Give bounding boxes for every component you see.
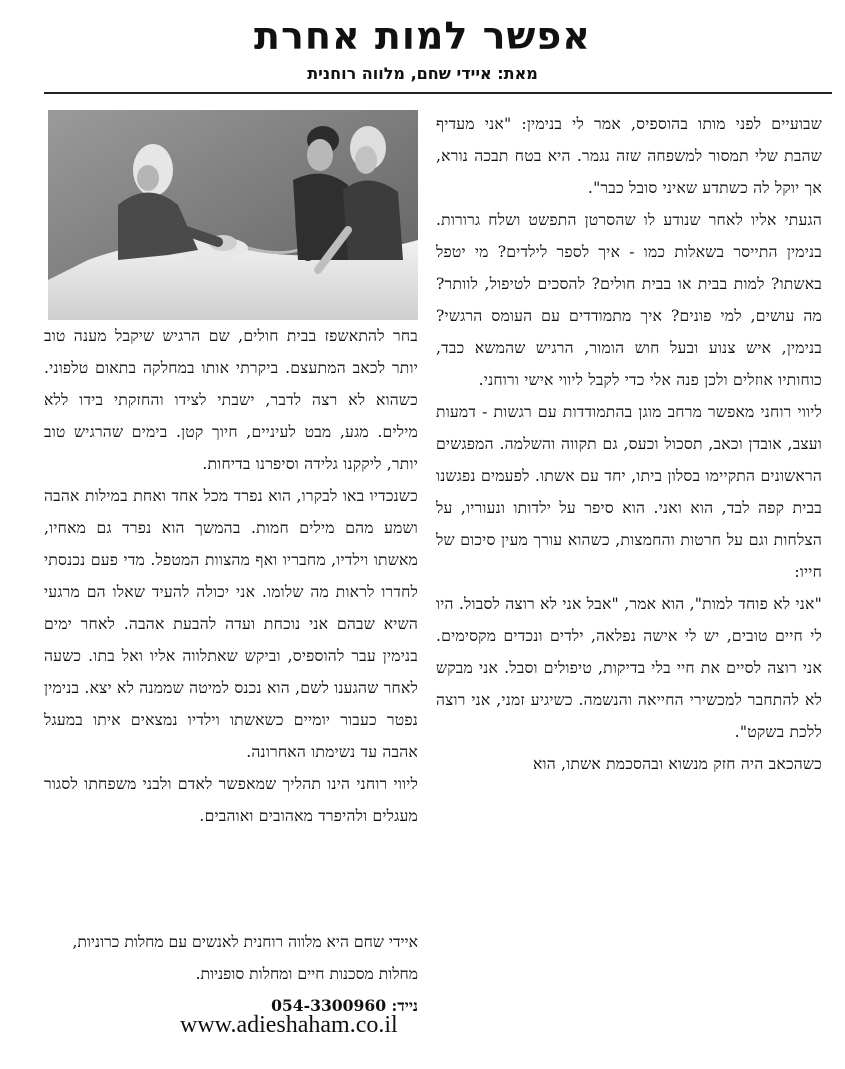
author-bio-text: איידי שחם היא מלווה רוחנית לאנשים עם מחלות כרוניות, מחלות מסכנות חיים ומחלות סופניות. (72, 933, 418, 983)
article-column-left (44, 320, 418, 832)
paragraph: שבועיים לפני מותו בהוספיס, אמר לי בנימין: "אני מעדיף שהבת שלי תמסור למשפחה שזה נגמר. היא בטח תבכה נורא, אך יוקל לה כשתדע שאיני סובל כבר". (436, 115, 822, 197)
paragraph: "אני לא פוחד למות", הוא אמר, "אבל אני לא רוצה לסבול. היו לי חיים טובים, יש לי אישה נפלאה, ילדים ונכדים מקסימים. אני רוצה לסיים את חיי בלי בדיקות, טיפולים וסבל. אני מבקש לא להתחבר למכשירי החייאה והנשמה. כשיגיע זמני, אני רוצה ללכת בשקט". (436, 595, 822, 741)
author-phone: נייד: 054-3300960 (271, 996, 418, 1015)
paragraph: הגעתי אליו לאחר שנודע לו שהסרטן התפשט ושלח גרורות. בנימין התייסר בשאלות כמו - איך לספר לילדים? מי יטפל באשתו? למות בבית או בבית חולים? להסכים לטיפול, לוותר? מה עושים, למי פונים? איך מתמודדים עם העומס הרגשי? בנימין, איש צנוע ובעל חוש הומור, הרגיש שהמשא כבד, כוחותיו אוזלים ולכן פנה אלי כדי לקבל ליווי אישי ורוחני. (436, 211, 822, 389)
paragraph: בחר להתאשפז בבית חולים, שם הרגיש שיקבל מענה טוב יותר לכאב המתעצם. ביקרתי אותו במחלקה בתאום טלפוני. כשהוא לא רצה לדבר, ישבתי לצידו והחזקתי בידו ללא מילים. מגע, מבט לעיניים, חיוך קטן. בימים שהרגיש טוב יותר, ליקקנו גלידה וסיפרנו בדיחות. (44, 327, 418, 473)
author-bio (44, 926, 418, 1022)
paragraph: כשהכאב היה חזק מנשוא ובהסכמת אשתו, הוא (532, 755, 822, 773)
article-column-right (436, 108, 822, 780)
paragraph: ליווי רוחני הינו תהליך שמאפשר לאדם ולבני משפחתו לסגור מעגלים ולהיפרד מאהובים ואוהבים. (44, 775, 418, 825)
author-website[interactable]: www.adieshaham.co.il (180, 1012, 398, 1038)
paragraph: ליווי רוחני מאפשר מרחב מוגן בהתמודדות עם רגשות - דמעות ועצב, אובדן וכאב, תסכול וכעס, גם תקווה והשלמה. המפגשים הראשונים התקיימו בסלון ביתו, יחד עם אשתו. לפעמים נפגשנו בבית קפה לבד, הוא ואני. הוא סיפר על ילדותו ונעוריו, על הצלחות וגם על חרטות והחמצות, כשהוא עורך מעין סיכום של חייו: (436, 403, 822, 581)
bedside-scene-illustration (48, 110, 418, 320)
article-photo (48, 110, 418, 320)
title-divider (44, 92, 832, 94)
article-byline: מאת: איידי שחם, מלווה רוחנית (307, 64, 538, 83)
paragraph: כשנכדיו באו לבקרו, הוא נפרד מכל אחד ואחת במילות אהבה ושמע מהם מילים חמות. בהמשך הוא נפרד גם מאחיו, מאשתו וילדיו, מחבריו ואף מהצוות המטפל. מדי פעם נכנסתי לחדרו לראות מה שלומו. אני יכולה להעיד שאלו הם מרגעי השיא שבהם אני נוכחת ועדה להבעת אהבה. לאחר ימים בנימין עבר להוספיס, וביקש שאתלווה אליו ואל בתו. כשעה לאחר שהגענו לשם, הוא נכנס למיטה שממנה לא יצא. בנימין נפטר כעבור יומיים כשאשתו וילדיו נמצאים איתו במעגל אהבה עד נשימתו האחרונה. (44, 487, 418, 761)
article-title: אפשר למות אחרת (254, 14, 591, 58)
